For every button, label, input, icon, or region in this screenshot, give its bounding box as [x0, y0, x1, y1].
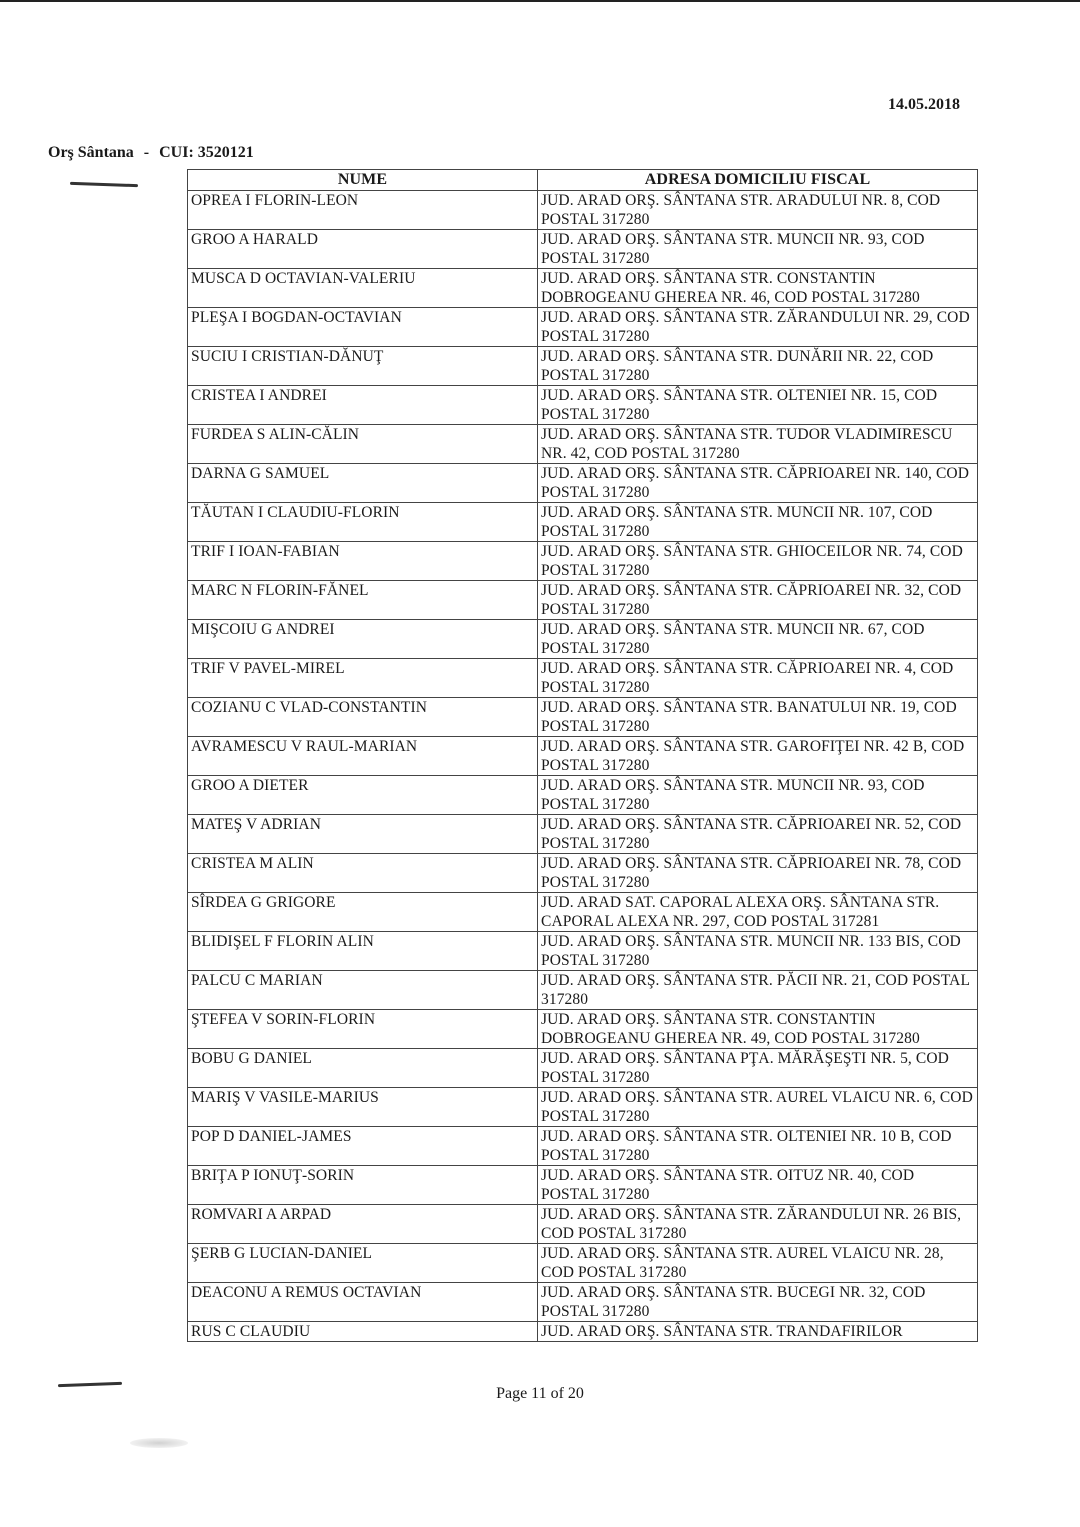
fiscal-address: JUD. ARAD ORŞ. SÂNTANA PŢA. MĂRĂŞEŞTI NR. 5, COD POSTAL 317280 — [538, 1049, 978, 1088]
fiscal-address: JUD. ARAD ORŞ. SÂNTANA STR. CĂPRIOAREI NR. 78, COD POSTAL 317280 — [538, 854, 978, 893]
document-date: 14.05.2018 — [888, 96, 960, 113]
fiscal-address: JUD. ARAD ORŞ. SÂNTANA STR. MUNCII NR. 67, COD POSTAL 317280 — [538, 620, 978, 659]
table-row — [188, 464, 978, 503]
table-row — [188, 893, 978, 932]
scan-smudge — [130, 1438, 188, 1448]
fiscal-address: JUD. ARAD ORŞ. SÂNTANA STR. GAROFIŢEI NR. 42 B, COD POSTAL 317280 — [538, 737, 978, 776]
person-name: CRISTEA I ANDREI — [188, 386, 538, 425]
fiscal-address: JUD. ARAD ORŞ. SÂNTANA STR. ZĂRANDULUI NR. 29, COD POSTAL 317280 — [538, 308, 978, 347]
fiscal-address: JUD. ARAD ORŞ. SÂNTANA STR. CĂPRIOAREI NR. 52, COD POSTAL 317280 — [538, 815, 978, 854]
table-row — [188, 308, 978, 347]
person-name: MATEŞ V ADRIAN — [188, 815, 538, 854]
table-row — [188, 503, 978, 542]
fiscal-address: JUD. ARAD ORŞ. SÂNTANA STR. TUDOR VLADIMIRESCU NR. 42, COD POSTAL 317280 — [538, 425, 978, 464]
table-row — [188, 1205, 978, 1244]
table-row — [188, 230, 978, 269]
table-row — [188, 191, 978, 230]
person-name: DARNA G SAMUEL — [188, 464, 538, 503]
person-name: PALCU C MARIAN — [188, 971, 538, 1010]
table-row — [188, 776, 978, 815]
fiscal-address: JUD. ARAD ORŞ. SÂNTANA STR. CĂPRIOAREI NR. 32, COD POSTAL 317280 — [538, 581, 978, 620]
table-row — [188, 815, 978, 854]
document-header — [48, 144, 254, 162]
person-name: OPREA I FLORIN-LEON — [188, 191, 538, 230]
person-name: MUSCA D OCTAVIAN-VALERIU — [188, 269, 538, 308]
table-row — [188, 854, 978, 893]
person-name: BLIDIŞEL F FLORIN ALIN — [188, 932, 538, 971]
fiscal-address: JUD. ARAD ORŞ. SÂNTANA STR. BUCEGI NR. 32, COD POSTAL 317280 — [538, 1283, 978, 1322]
fiscal-address: JUD. ARAD ORŞ. SÂNTANA STR. OLTENIEI NR. 10 B, COD POSTAL 317280 — [538, 1127, 978, 1166]
fiscal-address: JUD. ARAD ORŞ. SÂNTANA STR. TRANDAFIRILOR — [538, 1322, 978, 1342]
fiscal-address: JUD. ARAD ORŞ. SÂNTANA STR. OLTENIEI NR. 15, COD POSTAL 317280 — [538, 386, 978, 425]
table-row — [188, 347, 978, 386]
person-name: MARC N FLORIN-FĂNEL — [188, 581, 538, 620]
fiscal-address: JUD. ARAD ORŞ. SÂNTANA STR. CONSTANTIN DOBROGEANU GHEREA NR. 46, COD POSTAL 317280 — [538, 269, 978, 308]
table-row — [188, 269, 978, 308]
fiscal-address: JUD. ARAD ORŞ. SÂNTANA STR. PĂCII NR. 21, COD POSTAL 317280 — [538, 971, 978, 1010]
fiscal-address: JUD. ARAD ORŞ. SÂNTANA STR. MUNCII NR. 107, COD POSTAL 317280 — [538, 503, 978, 542]
table-row — [188, 542, 978, 581]
fiscal-address: JUD. ARAD ORŞ. SÂNTANA STR. AUREL VLAICU NR. 6, COD POSTAL 317280 — [538, 1088, 978, 1127]
person-name: ŞERB G LUCIAN-DANIEL — [188, 1244, 538, 1283]
taxpayer-table — [187, 169, 978, 1342]
fiscal-address: JUD. ARAD ORŞ. SÂNTANA STR. DUNĂRII NR. 22, COD POSTAL 317280 — [538, 347, 978, 386]
table-row — [188, 1127, 978, 1166]
person-name: FURDEA S ALIN-CĂLIN — [188, 425, 538, 464]
fiscal-address: JUD. ARAD ORŞ. SÂNTANA STR. CĂPRIOAREI NR. 140, COD POSTAL 317280 — [538, 464, 978, 503]
table-row — [188, 698, 978, 737]
table-row — [188, 581, 978, 620]
table-row — [188, 1010, 978, 1049]
fiscal-address: JUD. ARAD ORŞ. SÂNTANA STR. CONSTANTIN DOBROGEANU GHEREA NR. 49, COD POSTAL 317280 — [538, 1010, 978, 1049]
person-name: ŞTEFEA V SORIN-FLORIN — [188, 1010, 538, 1049]
table-row — [188, 1166, 978, 1205]
table-row — [188, 659, 978, 698]
page-number: Page 11 of 20 — [496, 1385, 584, 1402]
fiscal-address: JUD. ARAD ORŞ. SÂNTANA STR. OITUZ NR. 40, COD POSTAL 317280 — [538, 1166, 978, 1205]
fiscal-address: JUD. ARAD ORŞ. SÂNTANA STR. MUNCII NR. 93, COD POSTAL 317280 — [538, 776, 978, 815]
table-row — [188, 1244, 978, 1283]
person-name: PLEŞA I BOGDAN-OCTAVIAN — [188, 308, 538, 347]
column-header-name: NUME — [188, 170, 538, 191]
person-name: MARIŞ V VASILE-MARIUS — [188, 1088, 538, 1127]
fiscal-address: JUD. ARAD ORŞ. SÂNTANA STR. MUNCII NR. 133 BIS, COD POSTAL 317280 — [538, 932, 978, 971]
table-row — [188, 425, 978, 464]
person-name: SÎRDEA G GRIGORE — [188, 893, 538, 932]
person-name: CRISTEA M ALIN — [188, 854, 538, 893]
table-row — [188, 1049, 978, 1088]
person-name: AVRAMESCU V RAUL-MARIAN — [188, 737, 538, 776]
person-name: BOBU G DANIEL — [188, 1049, 538, 1088]
table-row — [188, 971, 978, 1010]
table-row — [188, 1088, 978, 1127]
person-name: GROO A HARALD — [188, 230, 538, 269]
column-header-address: ADRESA DOMICILIU FISCAL — [538, 170, 978, 191]
fiscal-address: JUD. ARAD SAT. CAPORAL ALEXA ORŞ. SÂNTANA STR. CAPORAL ALEXA NR. 297, COD POSTAL 317281 — [538, 893, 978, 932]
table-header-row — [188, 170, 978, 191]
person-name: MIŞCOIU G ANDREI — [188, 620, 538, 659]
table-row — [188, 932, 978, 971]
person-name: TĂUTAN I CLAUDIU-FLORIN — [188, 503, 538, 542]
person-name: BRIŢA P IONUŢ-SORIN — [188, 1166, 538, 1205]
fiscal-address: JUD. ARAD ORŞ. SÂNTANA STR. GHIOCEILOR NR. 74, COD POSTAL 317280 — [538, 542, 978, 581]
person-name: RUS C CLAUDIU — [188, 1322, 538, 1342]
person-name: DEACONU A REMUS OCTAVIAN — [188, 1283, 538, 1322]
fiscal-address: JUD. ARAD ORŞ. SÂNTANA STR. BANATULUI NR. 19, COD POSTAL 317280 — [538, 698, 978, 737]
person-name: ROMVARI A ARPAD — [188, 1205, 538, 1244]
table-body — [188, 191, 978, 1342]
table-row — [188, 620, 978, 659]
cui-code: CUI: 3520121 — [159, 144, 254, 161]
top-border-line — [0, 0, 1080, 2]
header-separator: - — [143, 144, 150, 161]
table-row — [188, 1322, 978, 1342]
table-row — [188, 737, 978, 776]
fiscal-address: JUD. ARAD ORŞ. SÂNTANA STR. ARADULUI NR. 8, COD POSTAL 317280 — [538, 191, 978, 230]
locality-name: Orş Sântana — [48, 144, 134, 161]
table-row — [188, 1283, 978, 1322]
table-row — [188, 386, 978, 425]
person-name: SUCIU I CRISTIAN-DĂNUŢ — [188, 347, 538, 386]
person-name: POP D DANIEL-JAMES — [188, 1127, 538, 1166]
person-name: GROO A DIETER — [188, 776, 538, 815]
fiscal-address: JUD. ARAD ORŞ. SÂNTANA STR. AUREL VLAICU NR. 28, COD POSTAL 317280 — [538, 1244, 978, 1283]
pen-mark — [70, 182, 138, 187]
person-name: COZIANU C VLAD-CONSTANTIN — [188, 698, 538, 737]
fiscal-address: JUD. ARAD ORŞ. SÂNTANA STR. MUNCII NR. 93, COD POSTAL 317280 — [538, 230, 978, 269]
fiscal-address: JUD. ARAD ORŞ. SÂNTANA STR. CĂPRIOAREI NR. 4, COD POSTAL 317280 — [538, 659, 978, 698]
person-name: TRIF I IOAN-FABIAN — [188, 542, 538, 581]
person-name: TRIF V PAVEL-MIREL — [188, 659, 538, 698]
fiscal-address: JUD. ARAD ORŞ. SÂNTANA STR. ZĂRANDULUI NR. 26 BIS, COD POSTAL 317280 — [538, 1205, 978, 1244]
